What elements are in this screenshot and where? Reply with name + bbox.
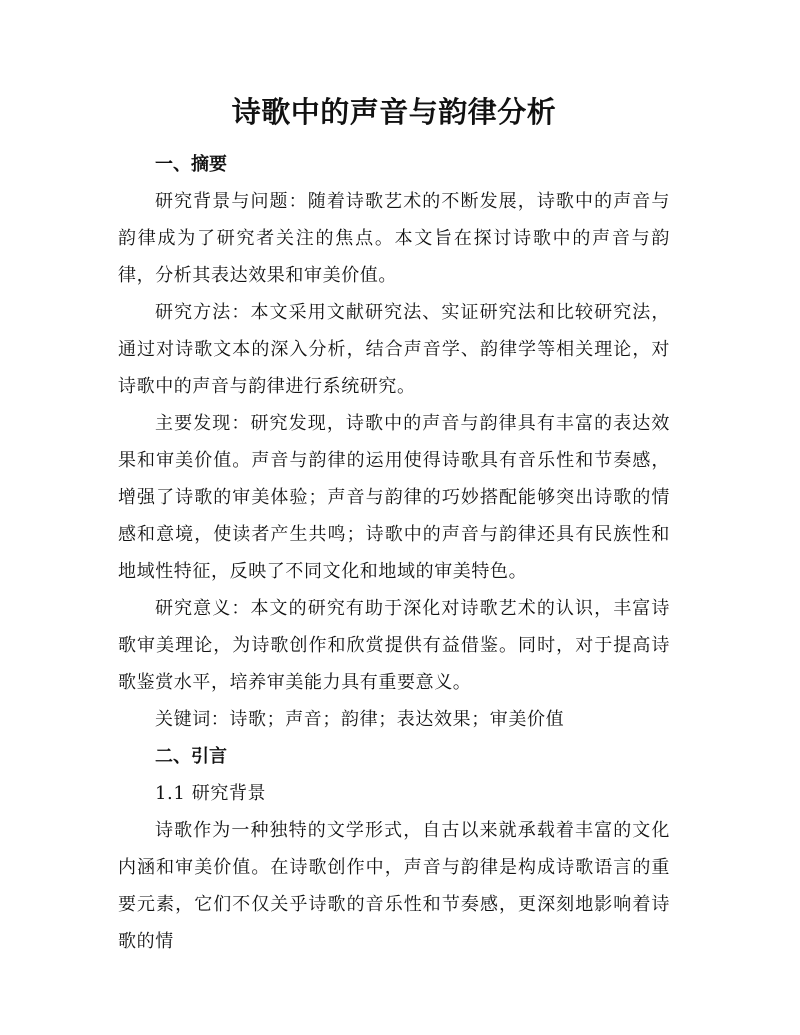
subsection-heading-background: 1.1 研究背景 (155, 783, 267, 804)
abstract-findings-paragraph: 主要发现：研究发现，诗歌中的声音与韵律具有丰富的表达效果和审美价值。声音与韵律的运用使得诗歌具有音乐性和节奏感，增强了诗歌的审美体验；声音与韵律的巧妙搭配能够突出诗歌的情感和意境，使读者产生共鸣；诗歌中的声音与韵律还具有民族性和地域性特征，反映了不同文化和地域的审美特色。 (118, 413, 670, 582)
section-heading-introduction: 二、引言 (155, 746, 227, 767)
document-title: 诗歌中的声音与韵律分析 (231, 95, 557, 129)
abstract-methods-paragraph: 研究方法：本文采用文献研究法、实证研究法和比较研究法，通过对诗歌文本的深入分析，结合声音学、韵律学等相关理论，对诗歌中的声音与韵律进行系统研究。 (118, 302, 670, 397)
section-heading-abstract: 一、摘要 (155, 154, 227, 175)
keywords-line: 关键词：诗歌；声音；韵律；表达效果；审美价值 (155, 709, 565, 730)
introduction-paragraph: 诗歌作为一种独特的文学形式，自古以来就承载着丰富的文化内涵和审美价值。在诗歌创作中，声音与韵律是构成诗歌语言的重要元素，它们不仅关乎诗歌的音乐性和节奏感，更深刻地影响着诗歌的情 (118, 820, 670, 952)
abstract-background-paragraph: 研究背景与问题：随着诗歌艺术的不断发展，诗歌中的声音与韵律成为了研究者关注的焦点。本文旨在探讨诗歌中的声音与韵律，分析其表达效果和审美价值。 (118, 191, 670, 286)
abstract-significance-paragraph: 研究意义：本文的研究有助于深化对诗歌艺术的认识，丰富诗歌审美理论，为诗歌创作和欣赏提供有益借鉴。同时，对于提高诗歌鉴赏水平，培养审美能力具有重要意义。 (118, 598, 670, 693)
